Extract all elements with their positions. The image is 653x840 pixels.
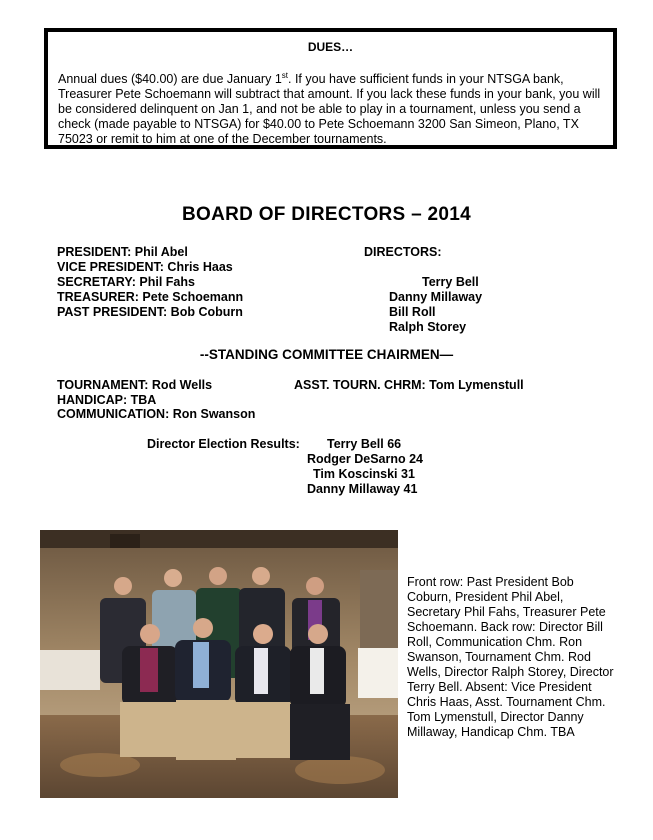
election-label: Director Election Results: [147, 437, 300, 451]
group-photo-illustration [40, 530, 398, 798]
election-result: Tim Koscinski 31 [313, 467, 415, 481]
dues-text-sup: st [281, 71, 289, 80]
officer-vice-president: VICE PRESIDENT: Chris Haas [57, 260, 233, 274]
director-item: Danny Millaway [389, 290, 483, 304]
directors-label: DIRECTORS: [364, 245, 442, 259]
standing-committee-title: --STANDING COMMITTEE CHAIRMEN— [199, 347, 454, 362]
director-item: Bill Roll [389, 305, 436, 319]
committee-tournament: TOURNAMENT: Rod Wells [57, 378, 213, 392]
dues-notice-box [44, 28, 617, 149]
election-result: Terry Bell 66 [327, 437, 402, 451]
photo-caption: Front row: Past President Bob Coburn, President Phil Abel, Secretary Phil Fahs, Treasurer Pete Schoemann. Back row: Director Bill Roll, Communication Chm. Ron Swanson, Tournament Chm. Rod Wells, Director Ralph Storey, Director Terry Bell. Absent: Vice President Chris Haas, Asst. Tournament Chm. Tom Lymenstull, Director Danny Millaway, Handicap Chm. TBA [407, 575, 614, 739]
dues-text [58, 68, 608, 147]
director-item: Ralph Storey [389, 320, 467, 334]
dues-text-part2: . If you have sufficient funds in your NTSGA bank, Treasurer Pete Schoemann will subtract that amount. If you lack these funds in your bank, you will be considered delinquent on Jan 1, and not be able to play in a tournament, unless you send a check (made payable to NTSGA) for $40.00 to Pete Schoemann 3200 San Simeon, Plano, TX 75023 or remit to him at one of the December tournaments. [58, 72, 601, 147]
dues-text-part1: Annual dues ($40.00) are due January 1 [58, 72, 282, 87]
dues-title: DUES… [307, 40, 354, 54]
officer-treasurer: TREASURER: Pete Schoemann [57, 290, 244, 304]
board-title: BOARD OF DIRECTORS – 2014 [181, 204, 472, 225]
officer-secretary: SECRETARY: Phil Fahs [57, 275, 195, 289]
election-result: Danny Millaway 41 [307, 482, 418, 496]
election-result: Rodger DeSarno 24 [307, 452, 424, 466]
committee-communication: COMMUNICATION: Ron Swanson [57, 407, 256, 421]
officer-past-president: PAST PRESIDENT: Bob Coburn [57, 305, 243, 319]
committee-handicap: HANDICAP: TBA [57, 393, 157, 407]
officer-president: PRESIDENT: Phil Abel [57, 245, 188, 259]
director-item: Terry Bell [422, 275, 479, 289]
group-photo [40, 530, 398, 798]
committee-asst-tournament: ASST. TOURN. CHRM: Tom Lymenstull [294, 378, 524, 392]
